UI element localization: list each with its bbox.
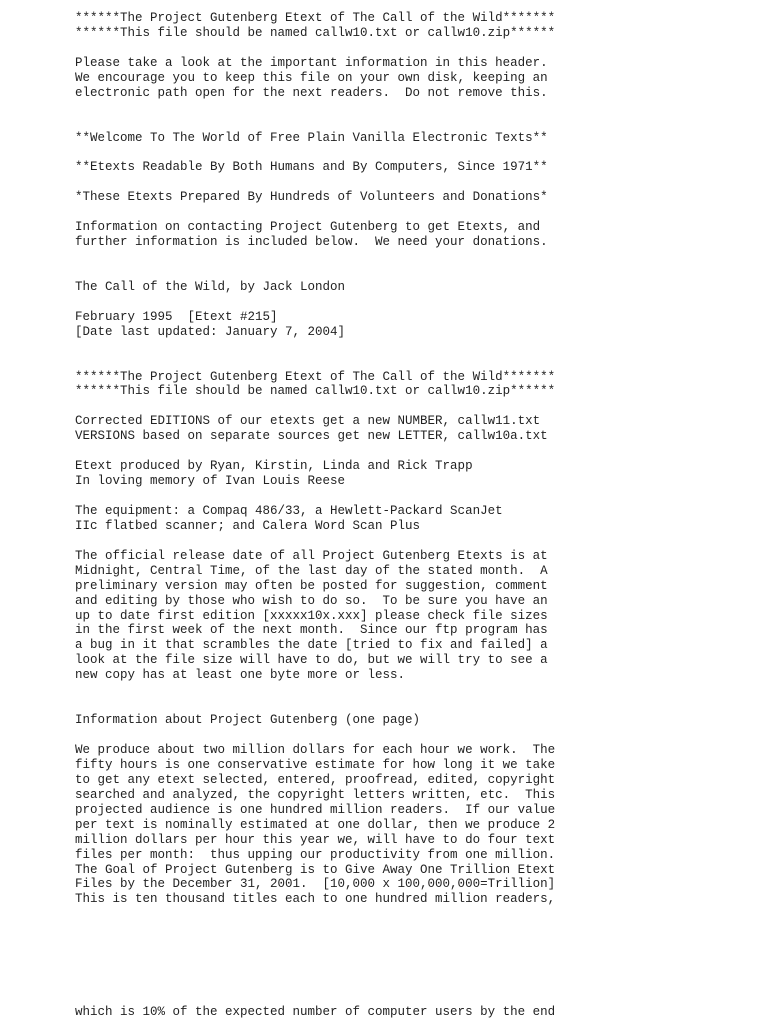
text-line: Midnight, Central Time, of the last day of the stated month. A — [75, 563, 548, 578]
paragraph-spacer — [75, 250, 755, 280]
text-line: Please take a look at the important information in this header. — [75, 55, 548, 70]
text-line: in the first week of the next month. Since our ftp program has — [75, 623, 548, 638]
text-line: preliminary version may often be posted for suggestion, comment — [75, 578, 548, 593]
paragraph-spacer — [75, 205, 755, 220]
paragraph-spacer — [75, 295, 755, 310]
text-line: This is ten thousand titles each to one hundred million readers, — [75, 892, 556, 907]
text-line: new copy has at least one byte more or less. — [75, 668, 406, 683]
text-line: and editing by those who wish to do so. To be sure you have an — [75, 593, 548, 608]
text-line: [Date last updated: January 7, 2004] — [75, 324, 346, 339]
text-line: files per month: thus upping our productivity from one million. — [75, 847, 556, 862]
text-line: ******This file should be named callw10.txt or callw10.zip****** — [75, 25, 556, 40]
text-line: Etext produced by Ryan, Kirstin, Linda and Rick Trapp — [75, 459, 473, 474]
paragraph-spacer — [75, 145, 755, 160]
text-line: which is 10% of the expected number of computer users by the end — [75, 1005, 556, 1019]
paragraph-spacer — [75, 489, 755, 504]
text-line: We produce about two million dollars for each hour we work. The — [75, 743, 556, 757]
text-line: **Etexts Readable By Both Humans and By Computers, Since 1971** — [75, 160, 548, 175]
paragraph — [75, 220, 755, 250]
text-line: per text is nominally estimated at one dollar, then we produce 2 — [75, 817, 556, 832]
paragraph — [75, 504, 755, 534]
paragraph — [75, 160, 755, 175]
paragraph — [75, 549, 755, 683]
paragraph-spacer — [75, 683, 755, 713]
document-tail — [75, 1005, 755, 1020]
text-line: Files by the December 31, 2001. [10,000 x 100,000,000=Trillion] — [75, 877, 556, 892]
paragraph-spacer — [75, 340, 755, 370]
paragraph-spacer — [75, 534, 755, 549]
paragraph — [75, 11, 755, 41]
text-line: Information on contacting Project Gutenberg to get Etexts, and — [75, 220, 541, 235]
paragraph — [75, 280, 755, 295]
text-line: look at the file size will have to do, but we will try to see a — [75, 653, 548, 668]
text-line: projected audience is one hundred million readers. If our value — [75, 802, 556, 817]
text-line: to get any etext selected, entered, proofread, edited, copyright — [75, 772, 556, 787]
paragraph-spacer — [75, 101, 755, 131]
text-line: The Call of the Wild, by Jack London — [75, 279, 346, 294]
paragraph — [75, 56, 755, 101]
paragraph-spacer — [75, 728, 755, 743]
paragraph — [75, 743, 755, 907]
text-line: The equipment: a Compaq 486/33, a Hewlett-Packard ScanJet — [75, 503, 503, 518]
paragraph-spacer — [75, 399, 755, 414]
text-line: Information about Project Gutenberg (one page) — [75, 713, 421, 728]
text-line: million dollars per hour this year we, will have to do four text — [75, 832, 556, 847]
paragraph-spacer — [75, 444, 755, 459]
text-line: ******The Project Gutenberg Etext of The Call of the Wild******* — [75, 369, 556, 384]
document-text — [75, 11, 755, 907]
text-line: ******The Project Gutenberg Etext of The Call of the Wild******* — [75, 11, 556, 25]
text-line: We encourage you to keep this file on your own disk, keeping an — [75, 70, 548, 85]
text-line: The Goal of Project Gutenberg is to Give Away One Trillion Etext — [75, 862, 556, 877]
text-line: further information is included below. We need your donations. — [75, 235, 548, 250]
text-line: fifty hours is one conservative estimate for how long it we take — [75, 757, 556, 772]
paragraph — [75, 190, 755, 205]
text-line: February 1995 [Etext #215] — [75, 309, 278, 324]
text-line: **Welcome To The World of Free Plain Vanilla Electronic Texts** — [75, 130, 548, 145]
paragraph-spacer — [75, 41, 755, 56]
text-line: electronic path open for the next readers. Do not remove this. — [75, 85, 548, 100]
text-line: up to date first edition [xxxxx10x.xxx] please check file sizes — [75, 608, 548, 623]
text-line: a bug in it that scrambles the date [tried to fix and failed] a — [75, 638, 548, 653]
text-line: Corrected EDITIONS of our etexts get a new NUMBER, callw11.txt — [75, 414, 541, 429]
paragraph — [75, 310, 755, 340]
text-line: VERSIONS based on separate sources get new LETTER, callw10a.txt — [75, 429, 548, 444]
paragraph-spacer — [75, 175, 755, 190]
text-line: ******This file should be named callw10.txt or callw10.zip****** — [75, 384, 556, 399]
text-line: The official release date of all Project Gutenberg Etexts is at — [75, 548, 548, 563]
text-line: IIc flatbed scanner; and Calera Word Scan Plus — [75, 518, 421, 533]
text-line: searched and analyzed, the copyright letters written, etc. This — [75, 787, 556, 802]
paragraph — [75, 131, 755, 146]
paragraph — [75, 713, 755, 728]
paragraph — [75, 459, 755, 489]
paragraph — [75, 370, 755, 400]
text-line: *These Etexts Prepared By Hundreds of Volunteers and Donations* — [75, 190, 548, 205]
paragraph — [75, 414, 755, 444]
text-line: In loving memory of Ivan Louis Reese — [75, 474, 346, 489]
